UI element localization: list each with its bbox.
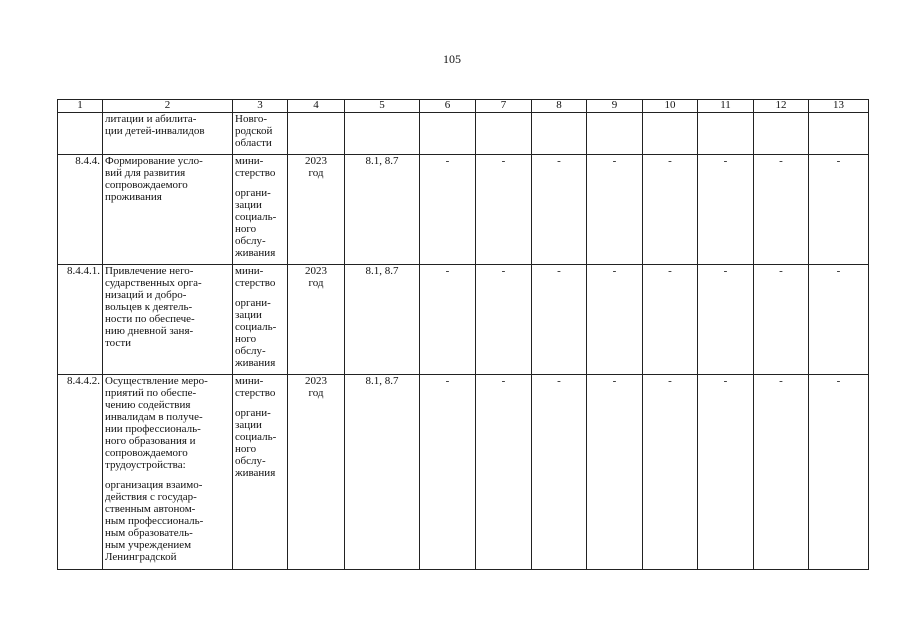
value-cell: -	[809, 155, 869, 265]
item-name-main: Осуществление меро- приятий по обеспе- чению содействия инвалидам в получе- нии профессиональ- ного образования и сопровождаемого трудоустройства:	[105, 375, 208, 471]
executor-secondary: органи- зации социаль- ного обслу- живания	[235, 407, 277, 479]
item-name-detail: организация взаимо- действия с государ- ственным автоном- ным профессиональ- ным образователь- ным учреждением Ленинградской	[105, 479, 204, 563]
executor	[233, 265, 288, 375]
executor	[233, 155, 288, 265]
value-cell: -	[809, 265, 869, 375]
value-cell: -	[532, 155, 587, 265]
item-name: Формирование усло- вий для развития сопровождаемого проживания	[103, 155, 233, 265]
value-cell: -	[476, 265, 532, 375]
column-header: 6	[420, 100, 476, 113]
table-row	[58, 155, 869, 265]
executor: Новго- родской области	[233, 113, 288, 155]
value-cell: -	[587, 375, 643, 570]
value-cell: -	[476, 155, 532, 265]
column-header: 10	[643, 100, 698, 113]
page-number: 105	[443, 52, 461, 66]
value-cell: -	[643, 155, 698, 265]
value-cell	[587, 113, 643, 155]
value-cell: -	[532, 265, 587, 375]
indicators: 8.1, 8.7	[345, 155, 420, 265]
item-number: 8.4.4.2.	[58, 375, 103, 570]
item-name: Привлечение него- сударственных орга- низаций и добро- вольцев к деятель- ности по обеспече- нию дневной заня- тости	[103, 265, 233, 375]
deadline: 2023 год	[288, 155, 345, 265]
column-header: 9	[587, 100, 643, 113]
executor	[233, 375, 288, 570]
column-header: 11	[698, 100, 754, 113]
value-cell: -	[698, 155, 754, 265]
value-cell: -	[420, 265, 476, 375]
item-number: 8.4.4.1.	[58, 265, 103, 375]
value-cell: -	[643, 265, 698, 375]
item-name: литации и абилита- ции детей-инвалидов	[103, 113, 233, 155]
table-row	[58, 265, 869, 375]
executor-primary: мини- стерство	[235, 265, 276, 289]
indicators	[345, 113, 420, 155]
executor-secondary: органи- зации социаль- ного обслу- живания	[235, 297, 277, 369]
column-header: 5	[345, 100, 420, 113]
value-cell	[420, 113, 476, 155]
value-cell: -	[476, 375, 532, 570]
plan-table	[57, 99, 869, 570]
executor-primary: мини- стерство	[235, 375, 276, 399]
value-cell	[476, 113, 532, 155]
value-cell: -	[698, 265, 754, 375]
value-cell: -	[420, 155, 476, 265]
table-row	[58, 113, 869, 155]
column-header: 3	[233, 100, 288, 113]
value-cell: -	[587, 155, 643, 265]
executor-secondary: органи- зации социаль- ного обслу- живания	[235, 187, 277, 259]
value-cell	[809, 113, 869, 155]
value-cell	[754, 113, 809, 155]
column-header: 7	[476, 100, 532, 113]
value-cell: -	[643, 375, 698, 570]
value-cell	[532, 113, 587, 155]
value-cell: -	[420, 375, 476, 570]
value-cell: -	[754, 265, 809, 375]
indicators: 8.1, 8.7	[345, 375, 420, 570]
value-cell	[698, 113, 754, 155]
value-cell: -	[754, 155, 809, 265]
item-number: 8.4.4.	[58, 155, 103, 265]
value-cell: -	[532, 375, 587, 570]
executor-primary: мини- стерство	[235, 155, 276, 179]
item-number	[58, 113, 103, 155]
deadline: 2023 год	[288, 375, 345, 570]
deadline	[288, 113, 345, 155]
table-row	[58, 375, 869, 570]
column-number-row	[58, 100, 869, 113]
column-header: 2	[103, 100, 233, 113]
column-header: 13	[809, 100, 869, 113]
deadline: 2023 год	[288, 265, 345, 375]
column-header: 4	[288, 100, 345, 113]
value-cell: -	[698, 375, 754, 570]
value-cell: -	[754, 375, 809, 570]
column-header: 1	[58, 100, 103, 113]
value-cell: -	[809, 375, 869, 570]
indicators: 8.1, 8.7	[345, 265, 420, 375]
column-header: 12	[754, 100, 809, 113]
value-cell: -	[587, 265, 643, 375]
item-name	[103, 375, 233, 570]
value-cell	[643, 113, 698, 155]
column-header: 8	[532, 100, 587, 113]
